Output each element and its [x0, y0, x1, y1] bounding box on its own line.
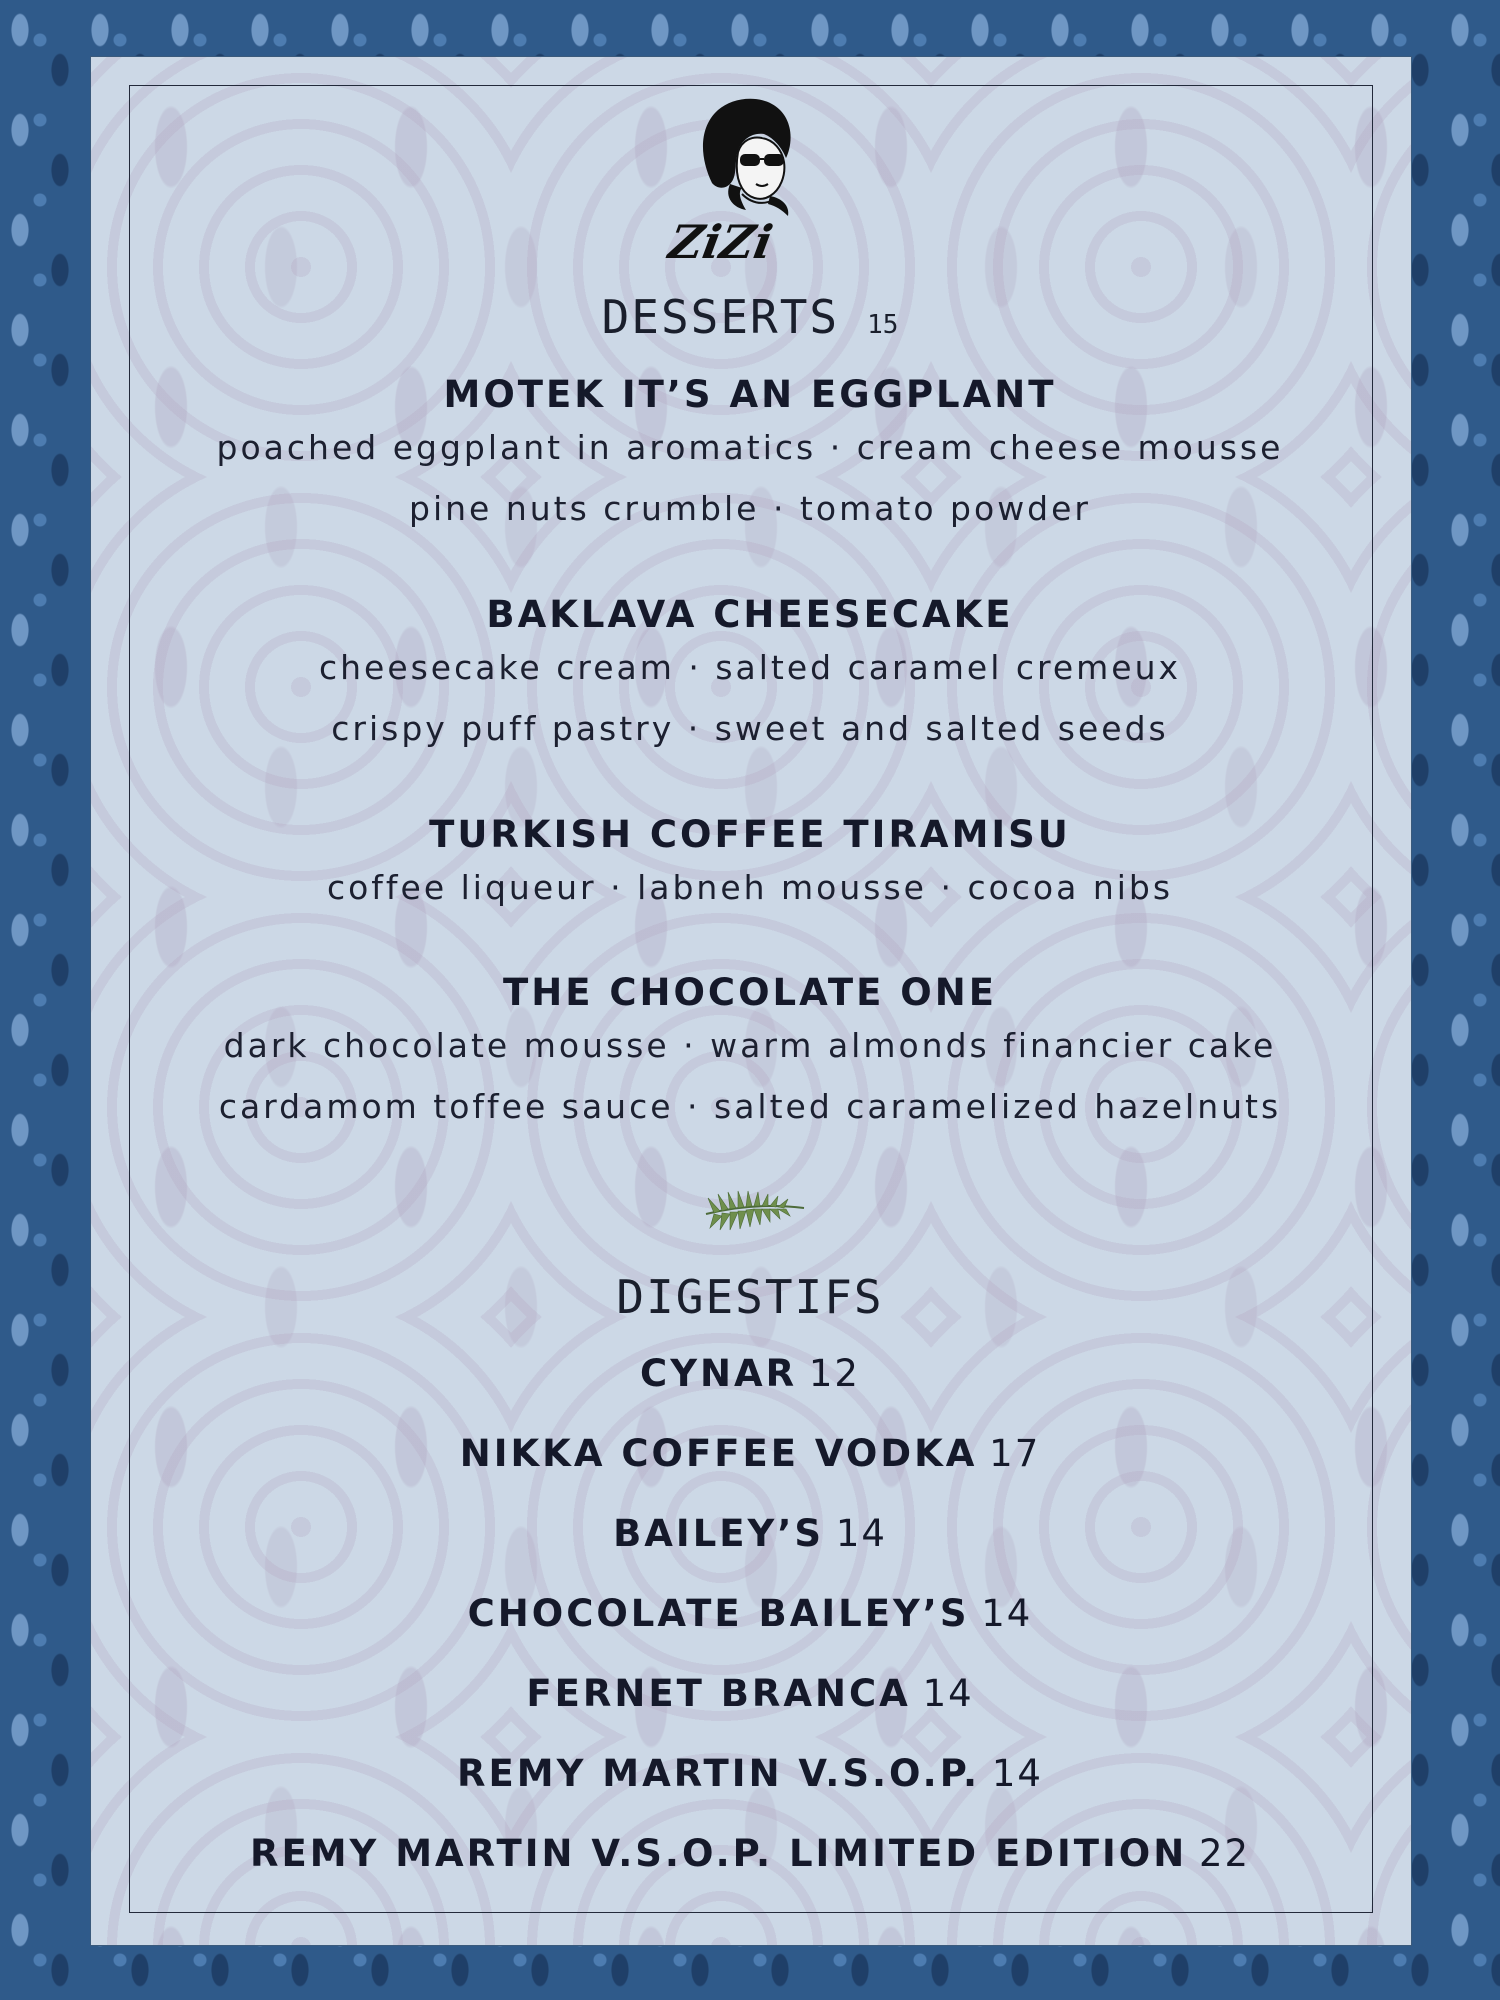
dish-description: crispy puff pastry · sweet and salted seeds	[331, 709, 1169, 748]
dish-name: MOTEK IT’S AN EGGPLANT	[443, 373, 1057, 416]
dessert-item	[0, 813, 1500, 918]
desserts-price: 15	[867, 310, 899, 340]
dish-description: pine nuts crumble · tomato powder	[409, 489, 1091, 528]
drink-name: BAILEY’S	[613, 1512, 825, 1555]
digestif-item	[0, 1832, 1500, 1876]
digestifs-heading	[0, 1270, 1500, 1324]
digestif-item	[0, 1512, 1500, 1556]
drink-price: 14	[991, 1752, 1043, 1795]
digestif-item	[0, 1432, 1500, 1476]
drink-name: CHOCOLATE BAILEY’S	[467, 1592, 970, 1635]
drink-price: 17	[989, 1432, 1041, 1475]
drink-name: NIKKA COFFEE VODKA	[459, 1432, 978, 1475]
drink-price: 12	[808, 1352, 860, 1395]
digestif-item	[0, 1352, 1500, 1396]
dish-name: BAKLAVA CHEESECAKE	[486, 593, 1014, 636]
palm-leaf-icon	[700, 1184, 810, 1234]
drink-price: 14	[922, 1672, 974, 1715]
desserts-heading	[0, 290, 1500, 344]
dish-description: cheesecake cream · salted caramel cremeux	[318, 648, 1182, 687]
dessert-item	[0, 373, 1500, 539]
dish-description: poached eggplant in aromatics · cream cheese mousse	[216, 428, 1284, 467]
drink-name: CYNAR	[640, 1352, 798, 1395]
dessert-item	[0, 971, 1500, 1137]
digestif-item	[0, 1592, 1500, 1636]
woman-sunglasses-icon	[703, 99, 791, 216]
drink-price: 14	[835, 1512, 887, 1555]
digestifs-title: DIGESTIFS	[616, 1270, 884, 1324]
drink-price: 14	[981, 1592, 1033, 1635]
zizi-logo	[665, 88, 810, 269]
desserts-title: DESSERTS	[601, 290, 840, 344]
dish-description: coffee liqueur · labneh mousse · cocoa nibs	[326, 868, 1174, 907]
dessert-item	[0, 593, 1500, 759]
drink-name: REMY MARTIN V.S.O.P. LIMITED EDITION	[249, 1832, 1188, 1875]
dish-description: dark chocolate mousse · warm almonds financier cake	[223, 1026, 1277, 1065]
drink-price: 22	[1198, 1832, 1251, 1875]
drink-name: FERNET BRANCA	[526, 1672, 911, 1715]
drink-name: REMY MARTIN V.S.O.P.	[457, 1752, 981, 1795]
dish-name: THE CHOCOLATE ONE	[503, 971, 997, 1014]
dish-name: TURKISH COFFEE TIRAMISU	[429, 813, 1071, 856]
digestif-item	[0, 1672, 1500, 1716]
digestif-item	[0, 1752, 1500, 1796]
logo-text: ZiZi	[665, 214, 777, 269]
dish-description: cardamom toffee sauce · salted caramelized hazelnuts	[218, 1087, 1282, 1126]
